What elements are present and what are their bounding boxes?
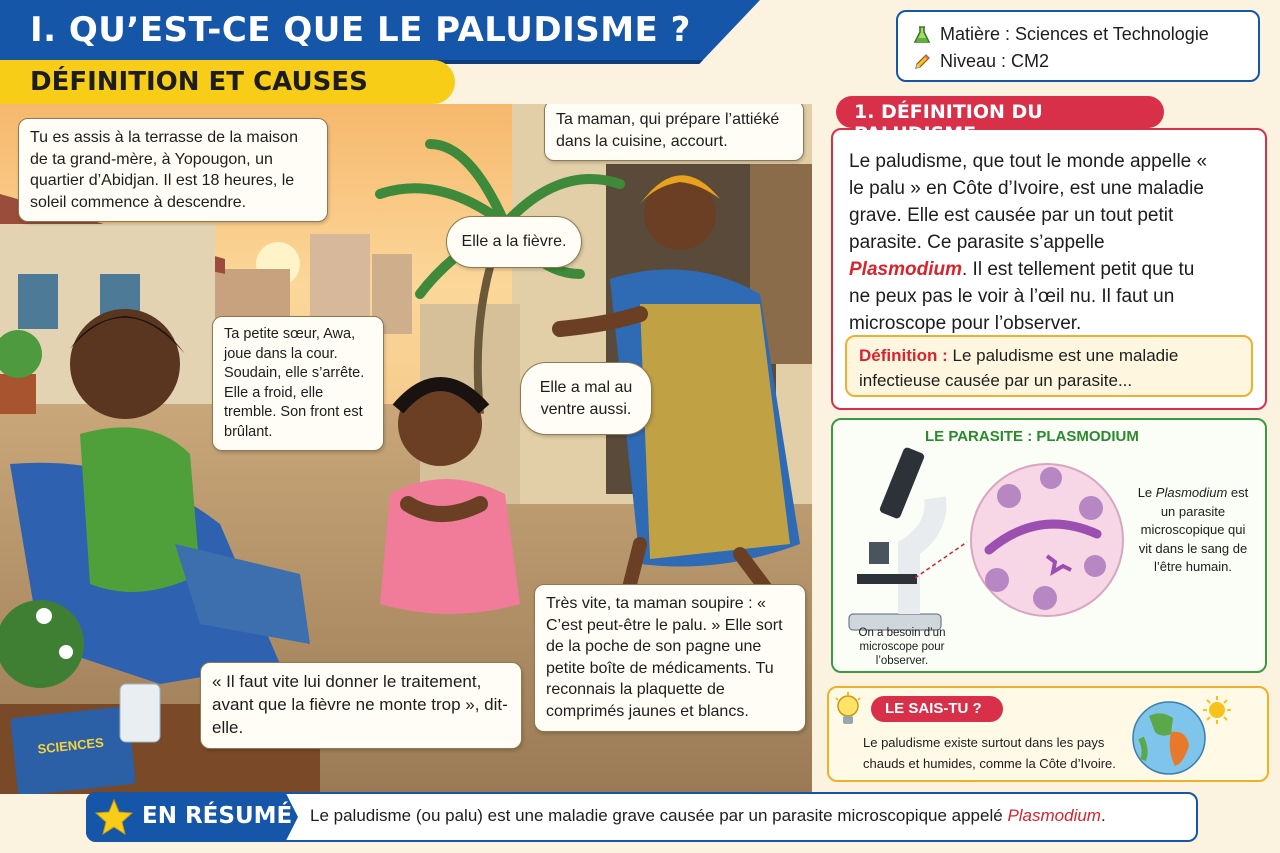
blood-cells-magnified xyxy=(971,464,1123,616)
parasite-desc-term: Plasmodium xyxy=(1155,485,1228,500)
sun-icon xyxy=(1203,696,1231,724)
bubble-sister: Ta petite sœur, Awa, joue dans la cour. Soudain, elle s’arrête. Elle a froid, elle tremble. Son front est brûlant. xyxy=(212,316,384,451)
globe-icon xyxy=(1121,694,1231,778)
parasite-desc-2: est un parasite microscopique qui vit dans le sang de l’être humain. xyxy=(1138,485,1249,574)
definition-paragraph xyxy=(849,148,1209,337)
definition-text-2: . Il est tellement petit que tu ne peux pas le voir à l’œil nu. Il faut un microscope pour l’observer. xyxy=(849,259,1195,334)
bubble-treatment: « Il faut vite lui donner le traitement, avant que la fièvre ne monte trop », dit-elle. xyxy=(200,662,522,749)
star-icon xyxy=(94,797,134,837)
story-illustration xyxy=(0,104,812,794)
definition-callout-text: Le paludisme est une maladie infectieuse causée par un parasite... xyxy=(859,346,1179,390)
did-you-know-text: Le paludisme existe surtout dans les pays chauds et humides, comme la Côte d’Ivoire. xyxy=(863,735,1116,771)
microscope-icon xyxy=(849,446,941,630)
definition-box xyxy=(831,128,1267,410)
subject-row xyxy=(912,21,1244,48)
parasite-description xyxy=(1133,484,1253,577)
flask-icon xyxy=(912,25,932,45)
bubble-sigh: Très vite, ta maman soupire : « C’est peut-être le palu. » Elle sort de la poche de son pagne une petite boîte de médicaments. Tu reconnais la plaquette de comprimés jaunes et blancs. xyxy=(534,584,806,732)
definition-text-1: Le paludisme, que tout le monde appelle « le palu » en Côte d’Ivoire, est une maladie grave. Elle est causée par un tout petit parasite. Ce parasite s’appelle xyxy=(849,151,1208,253)
parasite-box xyxy=(831,418,1267,673)
summary-text-1: Le paludisme (ou palu) est une maladie grave causée par un parasite microscopique appelé xyxy=(310,806,1008,825)
plasmodium-term: Plasmodium xyxy=(849,259,962,280)
parasite-desc-1: Le xyxy=(1137,485,1156,500)
page-title: I. QU’EST-CE QUE LE PALUDISME ? xyxy=(30,10,691,50)
lightbulb-icon xyxy=(833,692,863,730)
summary-plasmodium: Plasmodium xyxy=(1007,806,1101,825)
summary-text xyxy=(310,806,1106,826)
microscope-caption: On a besoin d’un microscope pour l’observer. xyxy=(858,627,946,667)
did-you-know-box xyxy=(827,686,1269,782)
did-you-know-label: LE SAIS-TU ? xyxy=(871,696,1003,722)
parasite-title: LE PARASITE : PLASMODIUM xyxy=(925,428,1139,445)
bubble-belly: Elle a mal au ventre aussi. xyxy=(520,362,652,435)
page-subtitle: DÉFINITION ET CAUSES xyxy=(30,67,368,97)
info-box xyxy=(896,10,1260,82)
level-label: Niveau : CM2 xyxy=(940,51,1050,71)
subject-label: Matière : Sciences et Technologie xyxy=(940,24,1209,44)
glass-cup xyxy=(120,684,160,742)
section-heading-definition: 1. DÉFINITION DU PALUDISME xyxy=(836,96,1164,128)
definition-label: Définition : xyxy=(859,346,948,365)
pencil-icon xyxy=(912,52,932,72)
bubble-intro: Tu es assis à la terrasse de la maison de ta grand-mère, à Yopougon, un quartier d’Abidjan. Il est 18 heures, le soleil commence à descendre. xyxy=(18,118,328,222)
definition-callout xyxy=(845,335,1253,397)
microscope-illustration xyxy=(839,438,1139,638)
sciences-book xyxy=(10,706,136,794)
level-row xyxy=(912,48,1244,75)
summary-text-2: . xyxy=(1100,806,1106,825)
bubble-fever: Elle a la fièvre. xyxy=(446,216,582,268)
book-label: SCIENCES xyxy=(36,734,105,757)
summary-label: EN RÉSUMÉ xyxy=(142,803,293,829)
bubble-mother-kitchen: Ta maman, qui prépare l’attiéké dans la cuisine, accourt. xyxy=(544,104,804,161)
